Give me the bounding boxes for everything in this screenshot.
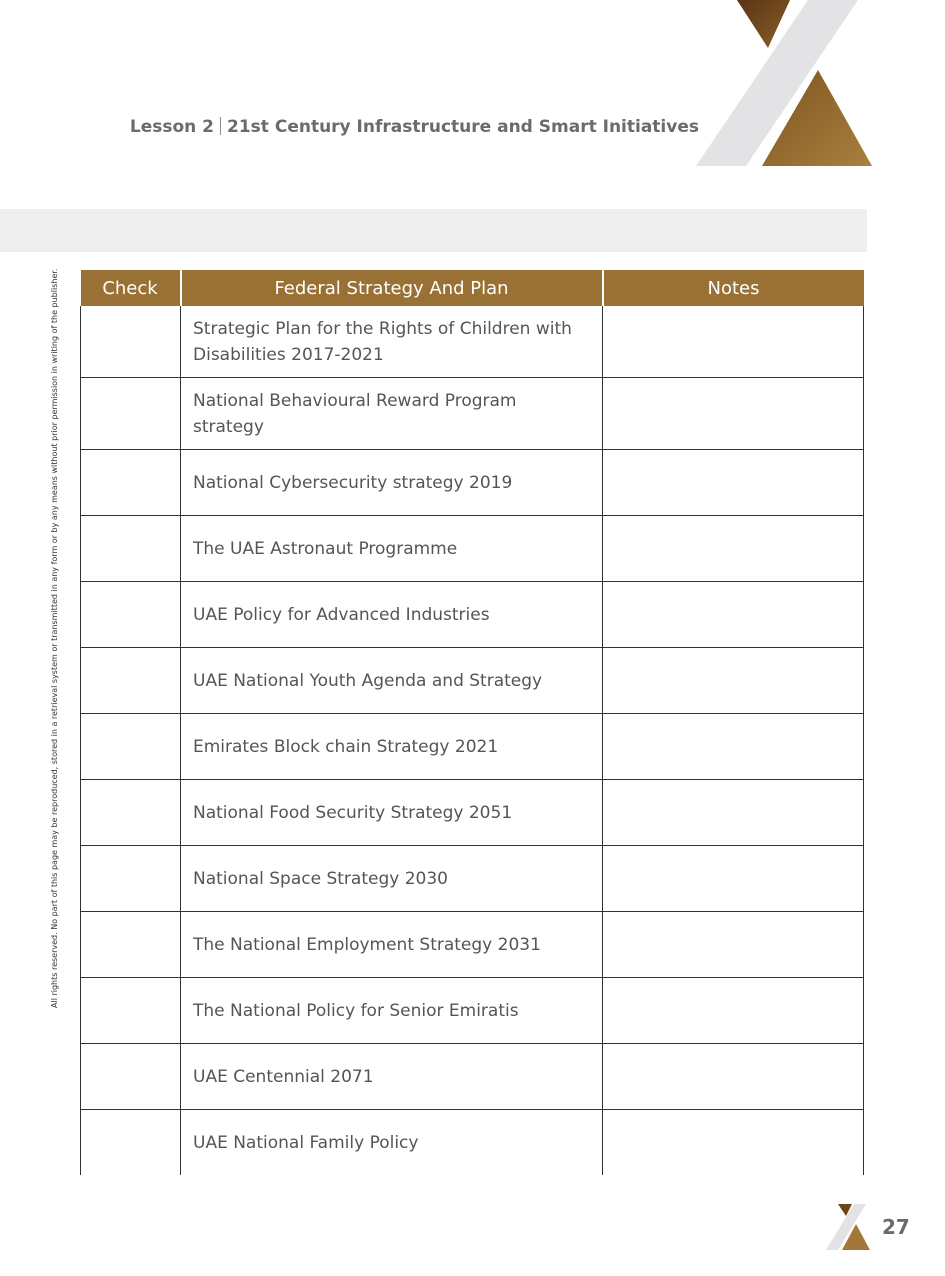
- check-cell[interactable]: [81, 582, 181, 648]
- notes-cell[interactable]: [603, 582, 864, 648]
- check-cell[interactable]: [81, 912, 181, 978]
- notes-cell[interactable]: [603, 780, 864, 846]
- notes-cell[interactable]: [603, 912, 864, 978]
- page-number: 27: [882, 1215, 910, 1239]
- strategy-cell: Emirates Block chain Strategy 2021: [181, 714, 603, 780]
- table-row: [81, 306, 864, 378]
- strategy-cell: National Behavioural Reward Program strategy: [181, 378, 603, 450]
- table-row: [81, 516, 864, 582]
- check-cell[interactable]: [81, 780, 181, 846]
- check-cell[interactable]: [81, 306, 181, 378]
- table-row: [81, 714, 864, 780]
- strategy-cell: The National Policy for Senior Emiratis: [181, 978, 603, 1044]
- strategy-cell: UAE National Youth Agenda and Strategy: [181, 648, 603, 714]
- table-row: [81, 648, 864, 714]
- strategy-cell: National Food Security Strategy 2051: [181, 780, 603, 846]
- table-row: [81, 1044, 864, 1110]
- table-row: [81, 582, 864, 648]
- table-row: [81, 1110, 864, 1176]
- notes-cell[interactable]: [603, 648, 864, 714]
- notes-cell[interactable]: [603, 378, 864, 450]
- check-cell[interactable]: [81, 378, 181, 450]
- copyright-notice: All rights reserved. No part of this page may be reproduced, stored in a retrieval system or transmitted in any form or by any means without prior permission in writing of the publisher.: [50, 268, 59, 1008]
- strategy-cell: UAE National Family Policy: [181, 1110, 603, 1176]
- notes-cell[interactable]: [603, 714, 864, 780]
- check-cell[interactable]: [81, 714, 181, 780]
- strategy-cell: UAE Centennial 2071: [181, 1044, 603, 1110]
- table-row: [81, 378, 864, 450]
- lesson-title: 21st Century Infrastructure and Smart Initiatives: [227, 117, 699, 137]
- check-cell[interactable]: [81, 516, 181, 582]
- notes-cell[interactable]: [603, 1110, 864, 1176]
- strategy-cell: The National Employment Strategy 2031: [181, 912, 603, 978]
- table-header-row: [81, 270, 864, 306]
- strategy-cell: UAE Policy for Advanced Industries: [181, 582, 603, 648]
- check-cell[interactable]: [81, 450, 181, 516]
- notes-header: Notes: [603, 270, 864, 306]
- notes-cell[interactable]: [603, 978, 864, 1044]
- table-row: [81, 450, 864, 516]
- table-row: [81, 978, 864, 1044]
- check-cell[interactable]: [81, 846, 181, 912]
- notes-cell[interactable]: [603, 846, 864, 912]
- grey-band: [0, 209, 867, 252]
- notes-cell[interactable]: [603, 1044, 864, 1110]
- strategy-cell: The UAE Astronaut Programme: [181, 516, 603, 582]
- lesson-label: Lesson 2: [129, 117, 215, 137]
- strategy-cell: National Cybersecurity strategy 2019: [181, 450, 603, 516]
- check-cell[interactable]: [81, 648, 181, 714]
- notes-cell[interactable]: [603, 450, 864, 516]
- notes-cell[interactable]: [603, 306, 864, 378]
- check-cell[interactable]: [81, 1044, 181, 1110]
- check-header: Check: [81, 270, 181, 306]
- table-row: [81, 846, 864, 912]
- strategy-cell: National Space Strategy 2030: [181, 846, 603, 912]
- brand-logo: [690, 0, 880, 170]
- notes-cell[interactable]: [603, 516, 864, 582]
- footer-logo: [826, 1204, 870, 1252]
- check-cell[interactable]: [81, 1110, 181, 1176]
- check-cell[interactable]: [81, 978, 181, 1044]
- strategy-table: [80, 270, 864, 1175]
- header-divider: [220, 117, 221, 135]
- strategy-header: Federal Strategy And Plan: [181, 270, 603, 306]
- lesson-header: [130, 117, 699, 137]
- table-row: [81, 912, 864, 978]
- strategy-cell: Strategic Plan for the Rights of Children with Disabilities 2017-2021: [181, 306, 603, 378]
- table-row: [81, 780, 864, 846]
